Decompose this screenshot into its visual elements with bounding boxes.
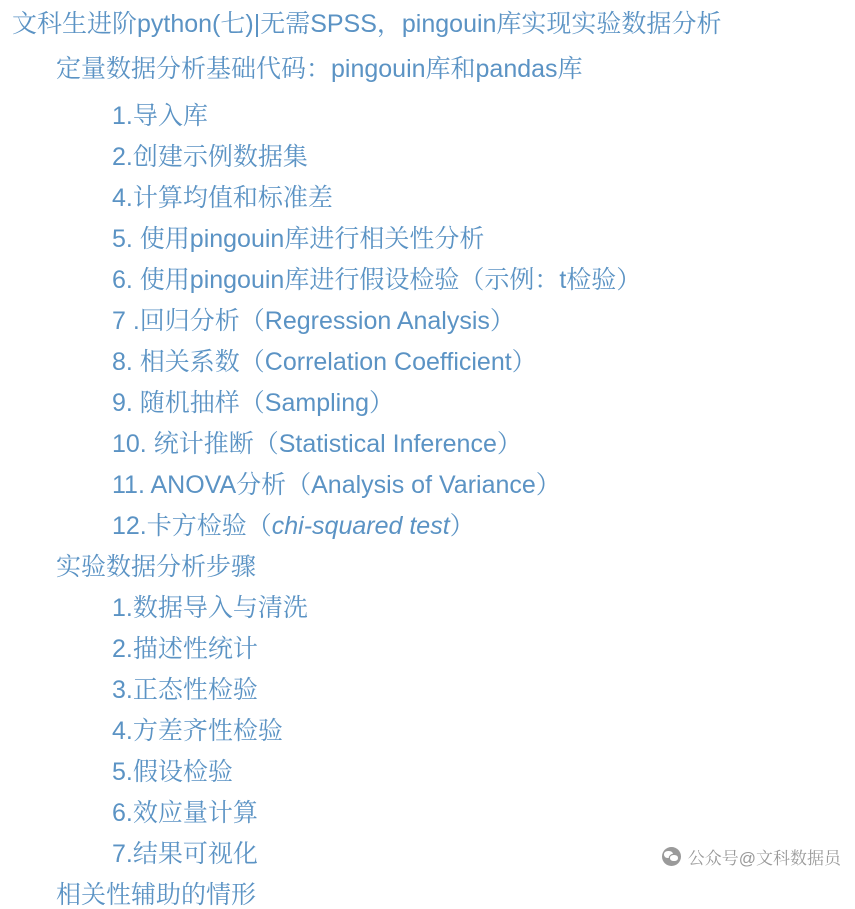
list-item: 4.计算均值和标准差: [112, 184, 333, 212]
watermark: [662, 844, 841, 869]
list-item: 1.数据导入与清洗: [112, 594, 308, 622]
list-item-chi-suffix: ）: [449, 512, 475, 540]
list-item: 5.假设检验: [112, 758, 233, 786]
list-item-chi-prefix: 12.卡方检验（: [112, 512, 272, 540]
section-heading-correlation: 相关性辅助的情形: [56, 881, 257, 909]
list-item: 7.结果可视化: [112, 840, 258, 868]
watermark-label: 公众号@文科数据员: [687, 849, 841, 868]
section-heading-steps: 实验数据分析步骤: [56, 553, 257, 581]
list-item: 11. ANOVA分析（Analysis of Variance）: [112, 471, 561, 499]
list-item: 2.描述性统计: [112, 635, 258, 663]
list-item-chi-squared: [112, 514, 855, 539]
list-item: 6.效应量计算: [112, 799, 258, 827]
page-title: 文科生进阶python(七)|无需SPSS，pingouin库实现实验数据分析: [12, 10, 722, 38]
list-item-chi-italic: chi-squared test: [271, 512, 450, 540]
list-item: 6. 使用pingouin库进行假设检验（示例：t检验）: [112, 266, 642, 294]
list-item: 7 .回归分析（Regression Analysis）: [112, 307, 515, 335]
list-item: 2.创建示例数据集: [112, 143, 308, 171]
wechat-icon: [662, 847, 681, 866]
list-item: 3.正态性检验: [112, 676, 258, 704]
list-item: 9. 随机抽样（Sampling）: [112, 389, 395, 417]
list-item: 5. 使用pingouin库进行相关性分析: [112, 225, 485, 253]
list-item: 10. 统计推断（Statistical Inference）: [112, 430, 522, 458]
list-item: 1.导入库: [112, 102, 208, 130]
list-item: 8. 相关系数（Correlation Coefficient）: [112, 348, 537, 376]
list-item: 4.方差齐性检验: [112, 717, 283, 745]
section-heading-quantitative: 定量数据分析基础代码：pingouin库和pandas库: [56, 55, 583, 83]
